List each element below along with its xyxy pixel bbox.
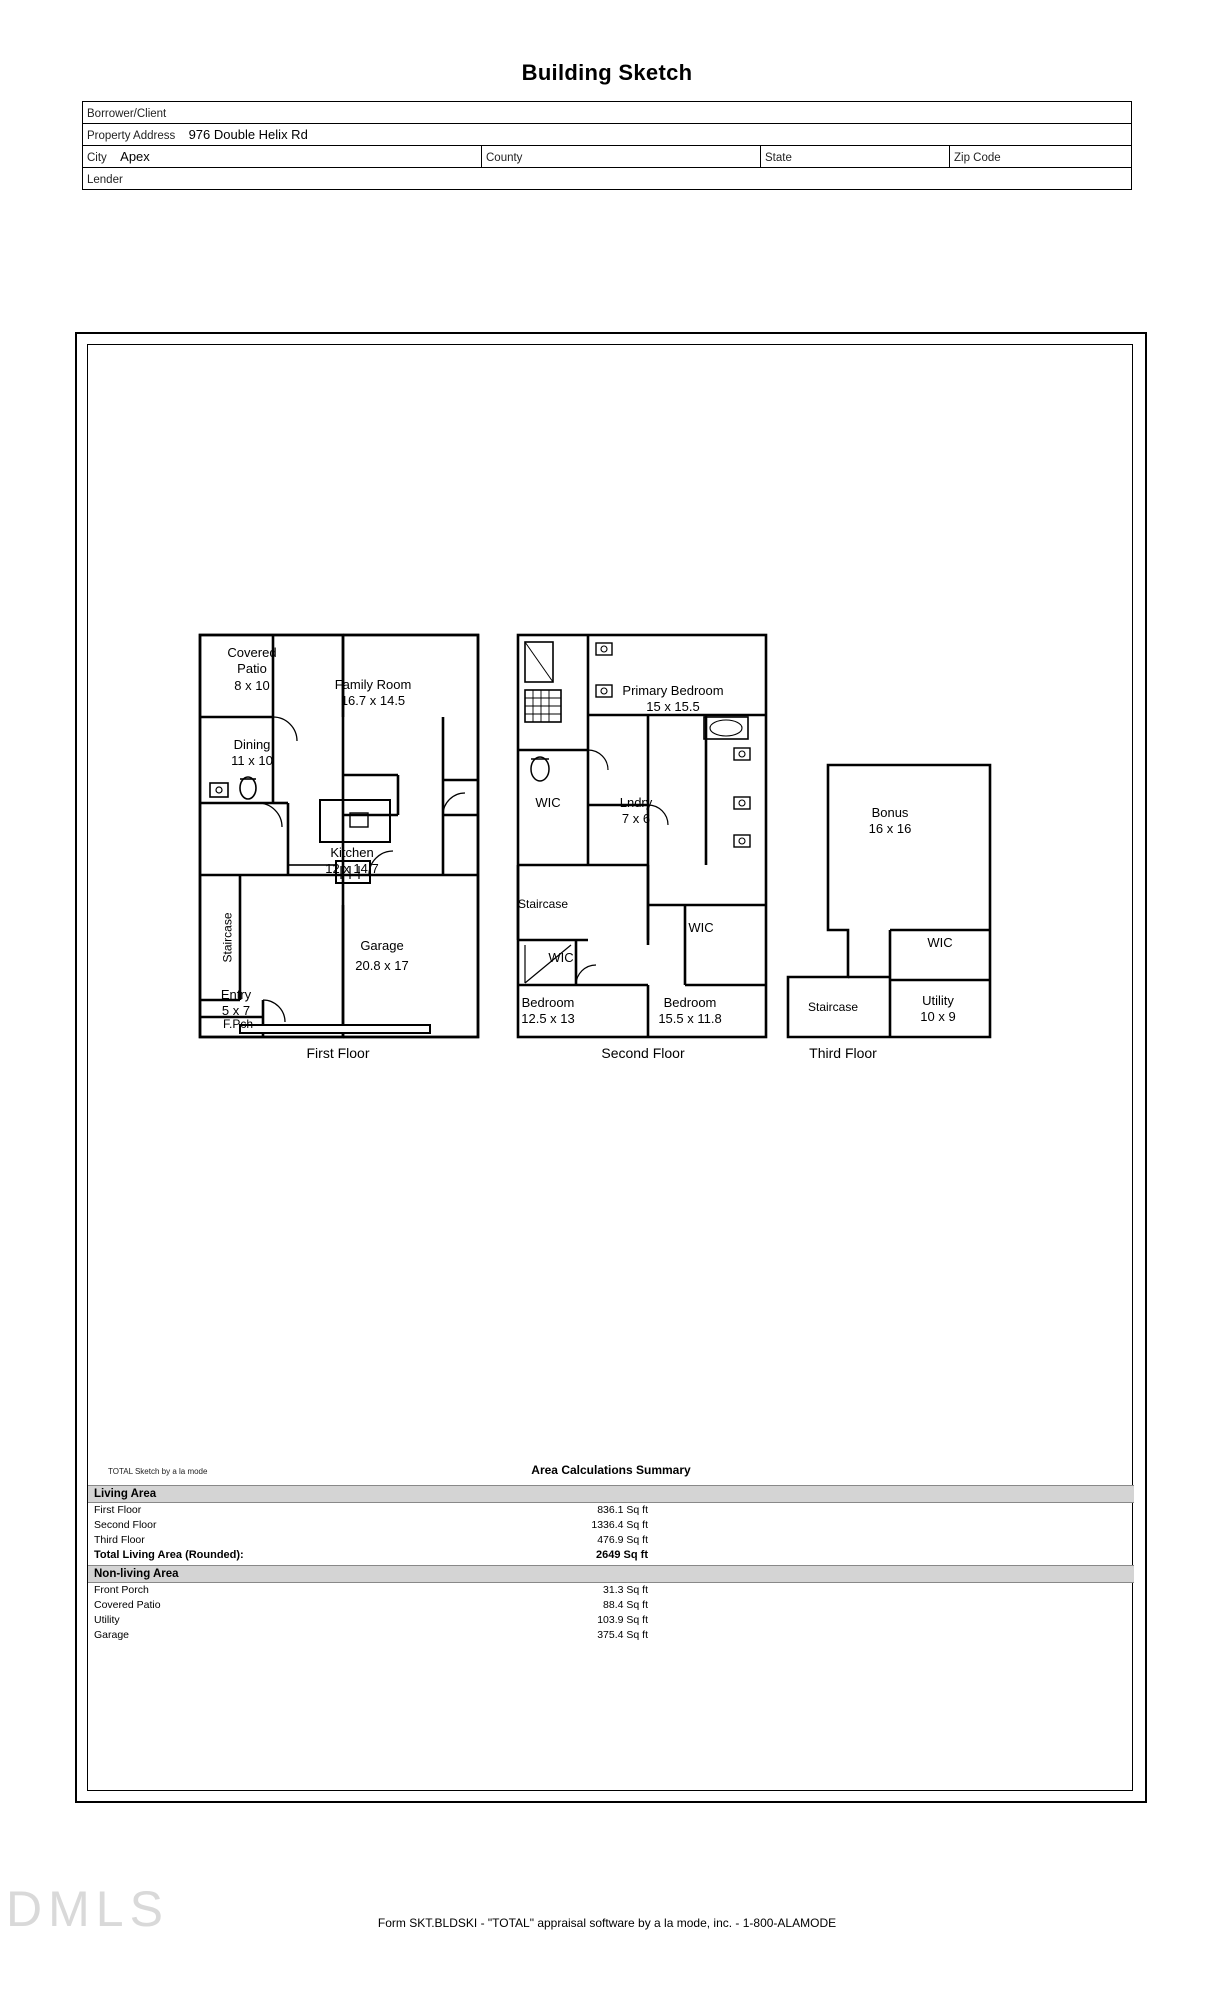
row-value: 1336.4 Sq ft [591, 1519, 648, 1531]
table-row [83, 102, 1132, 124]
borrower-label: Borrower/Client [87, 108, 167, 120]
lender-value [123, 171, 133, 186]
table-row [88, 1533, 1134, 1548]
row-value: 103.9 Sq ft [597, 1614, 648, 1626]
row-label: Total Living Area (Rounded): [94, 1549, 244, 1561]
sketch-frame [75, 332, 1147, 1803]
row-value: 375.4 Sq ft [597, 1629, 648, 1641]
room-name: Staircase [220, 912, 235, 963]
county-label: County [486, 152, 523, 164]
row-label: Third Floor [94, 1534, 145, 1546]
address-cell [83, 124, 1132, 146]
city-value: Apex [120, 149, 150, 164]
room-name: Lndry [619, 795, 653, 810]
city-cell [83, 146, 482, 168]
room-name: WIC [548, 950, 574, 965]
room-name: Kitchen [330, 845, 374, 860]
lender-label: Lender [87, 174, 123, 186]
living-area-header: Living Area [88, 1485, 1134, 1503]
table-row [88, 1628, 1134, 1643]
room-dim: 8 x 10 [234, 677, 270, 693]
room-entry [200, 987, 272, 1020]
table-row [83, 124, 1132, 146]
room-garage [310, 938, 454, 975]
room-dim: 16.7 x 14.5 [340, 693, 406, 709]
room-utility [888, 993, 988, 1026]
zip-cell [950, 146, 1132, 168]
room-wic-primary [508, 795, 588, 811]
room-front-porch [198, 1017, 278, 1032]
room-name: Dining [233, 737, 271, 752]
room-family-room [293, 677, 453, 710]
room-dim: 7 x 6 [621, 811, 651, 827]
area-summary [88, 1485, 1134, 1643]
room-name: Utility [922, 993, 954, 1008]
room-wic-second-b [666, 920, 736, 936]
county-cell [482, 146, 761, 168]
room-bonus [828, 805, 952, 838]
room-name: Primary Bedroom [622, 683, 724, 698]
room-name: WIC [688, 920, 714, 935]
row-value: 2649 Sq ft [596, 1549, 648, 1561]
sketch-inner-border [87, 344, 1133, 1791]
county-value [522, 149, 532, 164]
room-name: Bonus [871, 805, 909, 820]
room-dim: 20.8 x 17 [355, 958, 409, 974]
footer-text: Form SKT.BLDSKI - "TOTAL" appraisal software by a la mode, inc. - 1-800-ALAMODE [377, 1916, 837, 1930]
borrower-value [166, 105, 176, 120]
lender-cell [83, 168, 1132, 190]
room-name: Covered [227, 645, 277, 660]
borrower-cell [83, 102, 1132, 124]
sketch-credit: TOTAL Sketch by a la mode [108, 1467, 208, 1476]
table-row [88, 1518, 1134, 1533]
room-laundry [588, 795, 684, 828]
room-name: WIC [927, 935, 953, 950]
watermark-logo: DMLS [6, 1881, 169, 1937]
row-value: 88.4 Sq ft [603, 1599, 648, 1611]
room-name: Staircase [807, 1000, 859, 1014]
room-staircase-third [778, 1000, 888, 1015]
room-name: Garage [360, 938, 404, 953]
floor-label-first: First Floor [306, 1045, 370, 1061]
room-dim: 15 x 15.5 [646, 699, 700, 715]
room-primary-bedroom [568, 683, 778, 716]
row-value: 31.3 Sq ft [603, 1584, 648, 1596]
property-info-table [82, 101, 1132, 190]
table-row [88, 1503, 1134, 1518]
table-row [83, 146, 1132, 168]
row-label: First Floor [94, 1504, 142, 1516]
room-name-2: Patio [237, 661, 267, 677]
floorplan-drawing [88, 345, 1134, 1525]
state-value [792, 149, 802, 164]
room-dim: 11 x 10 [231, 753, 273, 769]
row-label: Covered Patio [94, 1599, 161, 1611]
row-value: 476.9 Sq ft [597, 1534, 648, 1546]
page-title: Building Sketch [521, 60, 693, 85]
room-dining [206, 737, 298, 770]
floor-label-second: Second Floor [601, 1045, 685, 1061]
room-name: Bedroom [663, 995, 717, 1010]
table-row [83, 168, 1132, 190]
room-dim: 12.5 x 13 [521, 1011, 575, 1027]
room-name: Bedroom [521, 995, 575, 1010]
nonliving-area-header: Non-living Area [88, 1565, 1134, 1583]
table-row [88, 1583, 1134, 1598]
table-row [88, 1613, 1134, 1628]
room-dim: 12 x 14.7 [325, 861, 379, 877]
room-bedroom-2 [488, 995, 608, 1028]
room-dim: 15.5 x 11.8 [658, 1011, 722, 1027]
row-label: Garage [94, 1629, 130, 1641]
room-dim: 16 x 16 [868, 821, 912, 837]
total-living-area-row [88, 1548, 1134, 1563]
room-name: Family Room [334, 677, 412, 692]
room-name: Entry [220, 987, 252, 1002]
address-value: 976 Double Helix Rd [188, 127, 308, 142]
room-name: WIC [535, 795, 561, 810]
row-value: 836.1 Sq ft [597, 1504, 648, 1516]
address-label: Property Address [87, 130, 176, 142]
state-label: State [765, 152, 792, 164]
zip-label: Zip Code [954, 152, 1001, 164]
room-dim: 10 x 9 [920, 1009, 956, 1025]
row-label: Front Porch [94, 1584, 149, 1596]
row-label: Utility [94, 1614, 120, 1626]
room-wic-second-a [526, 950, 596, 966]
room-covered-patio [206, 645, 298, 694]
room-staircase-second [488, 897, 598, 912]
room-name: F.Pch [222, 1017, 253, 1031]
room-dim: 5 x 7 [221, 1003, 251, 1019]
zip-value [1001, 149, 1011, 164]
room-name: Staircase [517, 897, 569, 911]
room-staircase-first [221, 883, 236, 993]
room-wic-third [898, 935, 982, 951]
table-row [88, 1598, 1134, 1613]
state-cell [761, 146, 950, 168]
room-bedroom-3 [620, 995, 760, 1028]
floor-label-third: Third Floor [809, 1045, 877, 1061]
row-label: Second Floor [94, 1519, 157, 1531]
area-summary-title: Area Calculations Summary [531, 1463, 691, 1477]
room-kitchen [293, 845, 411, 878]
city-label: City [87, 152, 107, 164]
